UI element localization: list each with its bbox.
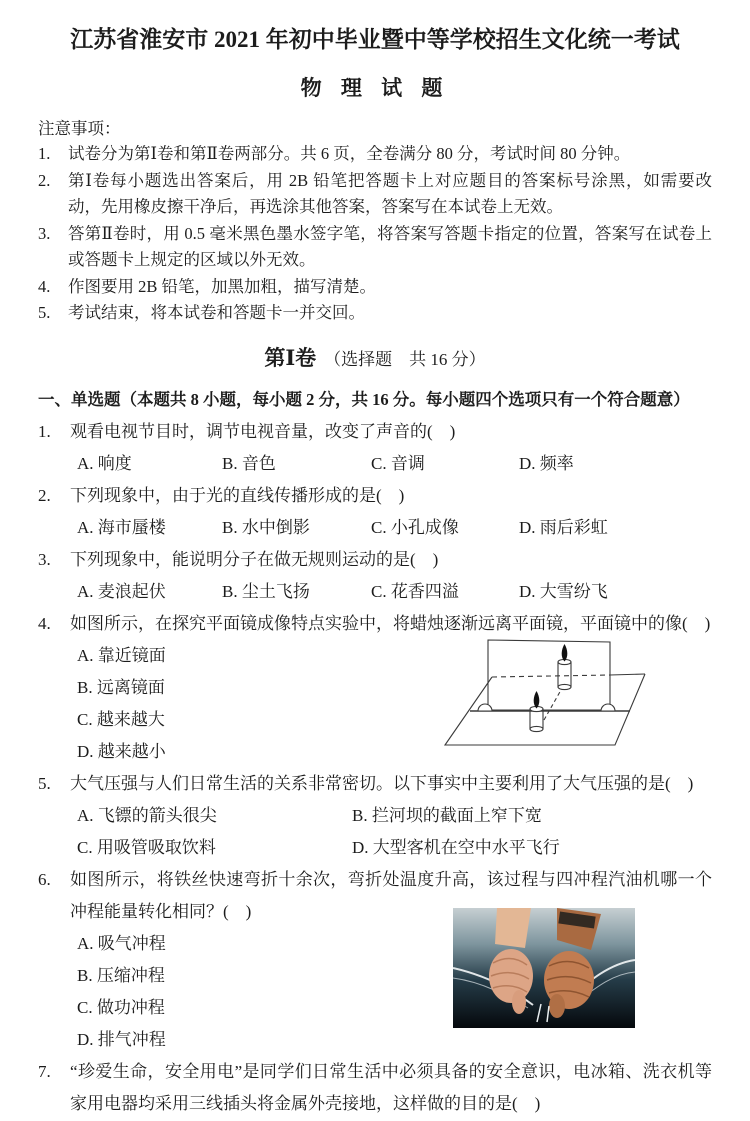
- question-2: [38, 480, 712, 544]
- notice-item: [38, 274, 712, 301]
- notice-item: [38, 168, 712, 221]
- option-a: A. 响度: [77, 453, 132, 473]
- option-c: C. 花香四溢: [371, 581, 459, 601]
- question-text: 大气压强与人们日常生活的关系非常密切。以下事实中主要利用了大气压强的是( ): [70, 773, 694, 793]
- section-heading: 一、单选题（本题共 8 小题，每小题 2 分，共 16 分。每小题四个选项只有一个符合题意）: [38, 389, 690, 409]
- option-c: C. 做功冲程: [77, 997, 165, 1017]
- question-3: [38, 544, 712, 608]
- notice-item-text: 第Ⅰ卷每小题选出答案后，用 2B 铅笔把答题卡上对应题目的答案标号涂黑，如需要改动，先用橡皮擦干净后，再选涂其他答案，答案写在本试卷上无效。: [68, 170, 712, 216]
- notice-item: [38, 300, 712, 327]
- volume-heading: [38, 343, 712, 376]
- option-a: A. 靠近镜面: [77, 645, 166, 665]
- option-c: C. 音调: [371, 453, 425, 473]
- volume-title: 第Ⅰ卷: [264, 345, 317, 370]
- question-list: [38, 416, 712, 1120]
- option-b: B. 水中倒影: [222, 517, 310, 537]
- notice-list: [38, 141, 712, 327]
- option-a: A. 飞镖的箭头很尖: [77, 805, 217, 825]
- option-b: B. 音色: [222, 453, 276, 473]
- wire-bending-hands-photo: [453, 908, 635, 1028]
- question-6: [38, 864, 712, 1056]
- clip-support-right: [601, 704, 615, 711]
- option-c: C. 越来越大: [77, 709, 165, 729]
- option-d: D. 大型客机在空中水平飞行: [352, 837, 560, 857]
- notice-item-number: 3.: [38, 223, 51, 243]
- notice-item-number: 5.: [38, 303, 51, 322]
- dashed-connector: [544, 690, 561, 720]
- question-number: 4.: [38, 613, 51, 633]
- option-d: D. 频率: [519, 453, 574, 473]
- options-row: [38, 448, 712, 480]
- option-d: D. 大雪纷飞: [519, 581, 608, 601]
- notice-item-text: 试卷分为第Ⅰ卷和第Ⅱ卷两部分。共 6 页，全卷满分 80 分，考试时间 80 分钟。: [68, 144, 631, 163]
- question-text: 如图所示，将铁丝快速弯折十余次，弯折处温度升高，该过程与四冲程汽油机哪一个冲程能量转化相同？( ): [70, 869, 712, 921]
- notice-item: [38, 221, 712, 274]
- question-number: 5.: [38, 773, 51, 793]
- notice-item-text: 作图要用 2B 铅笔，加黑加粗，描写清楚。: [68, 276, 377, 296]
- question-7: [38, 1056, 712, 1120]
- plane-mirror-experiment-figure: [440, 632, 720, 772]
- option-c: C. 用吸管吸取饮料: [77, 837, 216, 857]
- options-row: [38, 576, 712, 608]
- volume-subtitle: （选择题 共 16 分）: [324, 349, 486, 369]
- question-text: 如图所示，在探究平面镜成像特点实验中，将蜡烛逐渐远离平面镜，平面镜中的像( ): [70, 613, 711, 633]
- options-grid: [38, 800, 712, 864]
- notice-item-number: 1.: [38, 144, 51, 163]
- question-number: 6.: [38, 869, 51, 889]
- front-candle-flame: [534, 691, 540, 709]
- option-d: D. 雨后彩虹: [519, 517, 608, 537]
- notice-item-number: 2.: [38, 170, 51, 190]
- options-row: [38, 512, 712, 544]
- image-candle-flame: [562, 644, 568, 662]
- option-a: A. 海市蜃楼: [77, 517, 166, 537]
- notice-item-number: 4.: [38, 276, 51, 296]
- question-number: 7.: [38, 1061, 51, 1081]
- question-text: 下列现象中，能说明分子在做无规则运动的是( ): [70, 549, 439, 569]
- option-b: B. 远离镜面: [77, 677, 165, 697]
- option-a: A. 吸气冲程: [77, 933, 166, 953]
- left-fist: [489, 949, 533, 1003]
- option-d: D. 排气冲程: [77, 1029, 166, 1049]
- notice-heading: 注意事项：: [38, 119, 121, 138]
- clip-support-left: [478, 704, 492, 711]
- option-d: D. 越来越小: [77, 741, 166, 761]
- option-c: C. 小孔成像: [371, 517, 459, 537]
- exam-subject-title: 物 理 试 题: [300, 76, 450, 100]
- question-text: 观看电视节目时，调节电视音量，改变了声音的( ): [70, 421, 456, 441]
- question-4: [38, 608, 712, 768]
- option-b: B. 压缩冲程: [77, 965, 165, 985]
- question-1: [38, 416, 712, 480]
- page-title: 江苏省淮安市 2021 年初中毕业暨中等学校招生文化统一考试: [70, 27, 680, 52]
- option-a: A. 麦浪起伏: [77, 581, 166, 601]
- question-number: 3.: [38, 549, 51, 569]
- notice-item-text: 答第Ⅱ卷时，用 0.5 毫米黑色墨水签字笔，将答案写答题卡指定的位置，答案写在试卷上或答题卡上规定的区域以外无效。: [68, 223, 712, 269]
- question-number: 2.: [38, 485, 51, 505]
- table-back-edge-dashed: [492, 675, 610, 677]
- option-b: B. 尘土飞扬: [222, 581, 310, 601]
- option-b: B. 拦河坝的截面上窄下宽: [352, 805, 542, 825]
- question-text: “珍爱生命，安全用电”是同学们日常生活中必须具备的安全意识，电冰箱、洗衣机等家用电器均采用三线插头将金属外壳接地，这样做的目的是( ): [70, 1061, 712, 1113]
- notice-item-text: 考试结束，将本试卷和答题卡一并交回。: [68, 303, 365, 322]
- question-5: [38, 768, 712, 864]
- image-candle-body: [558, 662, 571, 687]
- question-number: 1.: [38, 421, 51, 441]
- question-text: 下列现象中，由于光的直线传播形成的是( ): [70, 485, 405, 505]
- notice-item: [38, 141, 712, 168]
- left-forearm: [495, 908, 531, 948]
